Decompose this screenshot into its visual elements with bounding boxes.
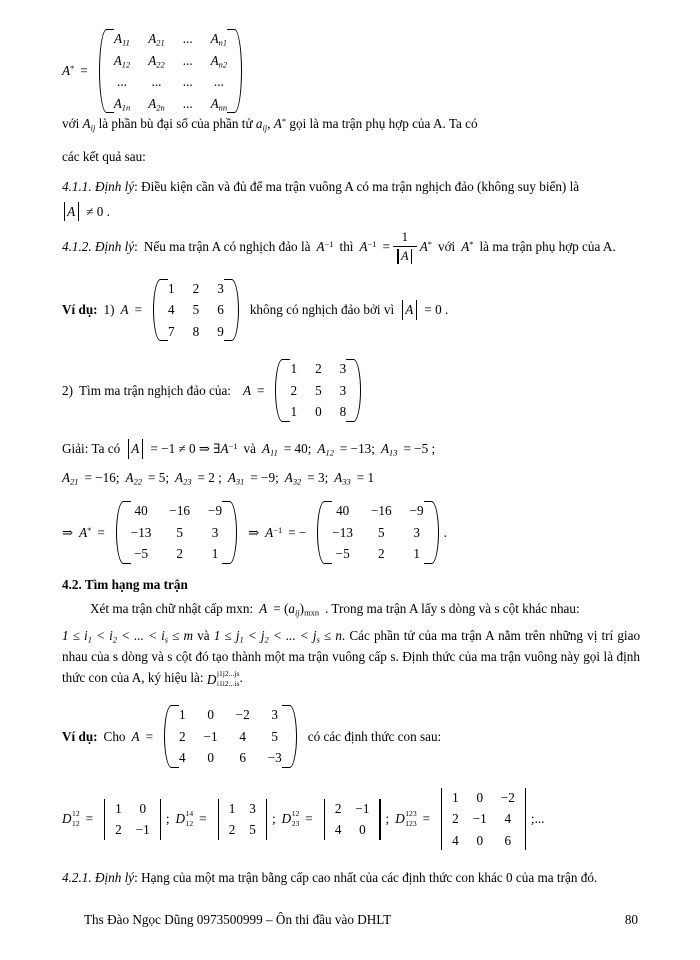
matrix-cell: 5 [315,382,322,398]
A-inverse-symbol-2: $A^{-1}$ [359,239,377,255]
matrix-cell: 3 [271,707,278,723]
theorem-411-number: 4.1.1. Định lý [62,179,135,195]
matrix-cell: −2 [500,789,515,805]
matrix-cell: 4 [239,728,246,744]
page-footer [84,912,638,928]
inverse-result-matrix [314,500,441,565]
adjugate-trailing-text: với $A_{ij}$ là phần bù đại số của phần tử $a_{ij}$, A* gọi là ma trận phụ hợp của A. Ta có [62,116,478,133]
cofactor-A21: $A_{21}$ [62,469,79,486]
example-3-matrix-table [170,704,291,769]
matrix-cell: −1 [135,822,150,838]
matrix-cell: 2 [290,382,298,398]
matrix-cell: 5 [249,822,256,838]
theorem-412-text-2: thì [339,239,354,255]
adjugate-matrix-block [62,28,640,134]
equals-minus: = − [288,524,307,540]
minor-1-determinant [101,798,164,841]
matrix-cell: 2 [315,361,322,377]
determinant-abs: A [62,202,80,222]
page-content [62,28,640,898]
minor-upper-index: 14 [185,809,194,819]
period: . [239,670,243,686]
matrix-cell: −5 [134,546,149,562]
example-3-text: Cho [103,728,126,744]
theorem-421 [62,867,640,888]
A-inverse-symbol: $A^{-1}$ [220,440,238,456]
theorem-411 [62,176,640,197]
index-inequality-2: $1 \le j_1 < j_2$ < ... < $j_s \le n$ [213,627,342,645]
cofactor-A12-value: = −13; [339,440,375,456]
minor-upper-index: j1j2...js [216,669,240,679]
det-bar-left [104,799,105,840]
matrix-cell: −2 [235,707,250,723]
table-row [122,543,231,565]
matrix-cell: 6 [217,302,224,318]
a-ij-entry: $a_{ij}$ [288,600,300,618]
theorem-421-number: 4.2.1. Định lý [62,870,135,886]
matrix-cell: 4 [168,302,175,318]
matrix-cell: 5 [271,728,278,744]
matrix-cell: 2 [176,546,184,562]
equals-sign: = [145,728,154,744]
A-star-symbol: A* [419,239,432,255]
matrix-cell: $A_{n1}$ [210,31,228,48]
separator: ; [165,811,170,827]
minor-lower-index: 12 [72,818,80,828]
table-row [105,71,236,93]
matrix-cell: −13 [332,524,353,540]
matrix-cell: −5 [335,546,350,562]
minors-row [62,787,640,852]
adjugate-matrix [96,28,245,114]
colon: : [134,239,138,255]
matrix-A-label: A [131,728,140,744]
matrix-cell: 1 [179,707,186,723]
det-bar-right [379,799,380,840]
A-star-symbol-2: A* [461,239,474,255]
minor-upper-index: 123 [405,809,417,819]
period: . [443,524,447,540]
matrix-cell: ... [213,74,224,90]
det-bar-right [160,799,161,840]
right-paren [231,500,240,565]
table-row [445,830,522,852]
table-row [159,278,233,300]
example-1-det-value: = 0 . [424,301,449,317]
solution-line-2 [62,468,640,488]
minor-3-symbol: D 12 23 [281,809,300,828]
cofactor-A11: $A_{11}$ [261,440,278,458]
cofactor-A33: $A_{33}$ [334,469,351,486]
table-row [445,787,522,809]
det-bar-left [441,788,442,851]
matrix-cell: 0 [476,789,484,805]
minor-upper-index: 12 [291,809,300,819]
example-2-matrix-table [281,358,355,423]
matrix-cell: ... [117,74,127,90]
matrix-cell: ... [182,52,193,68]
minor-1-table [108,798,157,841]
equals-sign: = [97,524,105,540]
matrix-cell: $A_{22}$ [148,52,165,69]
matrix-cell: 3 [339,361,347,377]
adjugate-matrix-table [105,28,236,114]
table-row [323,543,432,565]
matrix-cell: 2 [377,546,385,562]
separator: ;... [530,811,545,827]
section-42-heading: 4.2. Tìm hạng ma trận [62,576,188,592]
minor-lower-index: 12 [185,818,194,828]
matrix-cell: 5 [377,524,385,540]
minor-lower-index: 23 [291,818,300,828]
result-block [62,500,640,565]
solution-line-1 [62,439,640,459]
example-1-matrix-table [159,278,233,343]
matrix-cell: −16 [169,503,191,519]
cofactor-A12: $A_{12}$ [317,440,334,458]
equals-sign: = [85,811,94,827]
matrix-cell: 6 [504,832,512,848]
matrix-cell: $A_{12}$ [113,52,131,69]
example-3 [62,704,640,769]
page-number: 80 [624,912,638,927]
left-paren [314,500,323,565]
matrix-cell: 5 [192,302,200,318]
fraction-denominator [393,246,417,263]
matrix-cell: 2 [452,811,459,827]
cofactor-A22-value: = 5; [148,469,170,485]
matrix-cell: 0 [139,800,147,816]
example-1 [62,278,640,343]
table-row [170,726,291,748]
example-3-matrix [161,704,300,769]
equals-open-paren: = ( [273,600,289,616]
minor-3-determinant [321,798,384,841]
matrix-cell: ... [182,95,193,111]
example-2-number: 2) [62,382,73,398]
matrix-cell: −9 [409,503,424,519]
para-1-text-b: . Trong ma trận A lấy s dòng và s cột khác nhau: [325,600,580,616]
matrix-cell: ... [182,74,193,90]
table-row [122,500,231,522]
implies-arrow: ⇒ [62,524,74,540]
a-ij-symbol: $a_{ij}$ [255,116,268,133]
right-paren [355,358,364,423]
theorem-412-text-3: với [437,239,456,255]
matrix-cell: 0 [207,707,214,723]
minor-lower-index: i1i2...is [216,678,240,688]
table-row [323,522,432,544]
minor-D-symbol: D j1j2...js i1i2...is [206,669,240,688]
table-row [108,819,157,841]
matrix-cell: 1 [290,361,298,377]
matrix-cell: 1 [115,800,122,816]
example-3-text-after: có các định thức con sau: [307,728,442,744]
matrix-cell: −1 [355,800,370,816]
cofactor-A23: $A_{23}$ [175,469,192,486]
matrix-cell: 0 [207,750,214,766]
matrix-cell: $A_{1n}$ [113,95,131,112]
cofactor-A32: $A_{32}$ [284,469,302,486]
matrix-cell: 4 [504,811,512,827]
matrix-cell: $A_{n2}$ [210,52,228,69]
table-row [122,522,231,544]
table-row [281,401,355,423]
matrix-cell: 2 [115,822,122,838]
adjugate-lhs: A* [62,63,75,79]
matrix-cell: 2 [228,822,236,838]
matrix-cell: 1 [452,789,459,805]
equals-sign: = [422,811,431,827]
matrix-cell: −13 [130,524,152,540]
det-bar-right [525,788,526,851]
cofactor-A21-value: = −16; [84,469,120,485]
matrix-cell: 4 [452,832,459,848]
right-paren [291,704,300,769]
example-2-text: Tìm ma trận nghịch đảo của: [79,382,231,398]
matrix-cell: 1 [168,280,175,296]
matrix-cell: $A_{21}$ [148,31,165,48]
inverse-result-table [323,500,432,565]
one-over-det-fraction [393,230,417,263]
section-42-para-2: Các phần tử của ma trận A nằm trên những vị trí giao nhau của s dòng và s cột đó tạo thành một ma trận vuông cấp s. Định thức của ma trận vuông này gọi là định thức con của A, ký hiệu là: [62,627,641,686]
matrix-cell: 1 [413,546,420,562]
matrix-A-general: A [259,600,268,616]
table-row [159,321,233,343]
table-row [281,380,355,402]
table-row [222,798,263,820]
theorem-411-condition [62,202,640,222]
adjugate-result-matrix [113,500,240,565]
matrix-cell: 3 [211,524,219,540]
table-row [159,299,233,321]
equals-sign: = [80,63,88,79]
matrix-cell: 2 [179,728,186,744]
example-label: Ví dụ: [62,728,98,744]
table-row [328,798,377,820]
theorem-412 [62,230,640,263]
matrix-cell: 1 [290,404,298,420]
left-paren [272,358,281,423]
matrix-cell: 0 [315,404,322,420]
table-row [328,819,377,841]
matrix-cell: 1 [211,546,219,562]
A-ij-symbol: $A_{ij}$ [82,116,96,133]
example-1-matrix [150,278,242,343]
implies-arrow-2: ⇒ [248,524,260,540]
A-star-symbol: A* [79,524,92,540]
determinant-abs: A [126,439,144,459]
minor-upper-index: 12 [72,809,80,819]
det-bar-right [266,799,267,840]
cofactor-A23-value: = 2 ; [197,469,222,485]
matrix-cell: $A_{11}$ [114,31,130,48]
matrix-cell: 0 [476,832,484,848]
A-inverse-symbol: $A^{-1}$ [265,524,283,540]
table-row [105,50,236,72]
table-row [105,93,236,115]
matrix-cell: 40 [134,503,148,519]
para-1-text-a: Xét ma trận chữ nhật cấp mxn: [90,600,254,616]
cofactor-A33-value: = 1 [356,469,375,485]
left-paren [113,500,122,565]
cofactor-A13: $A_{13}$ [380,440,398,458]
matrix-cell: 8 [339,404,347,420]
cofactor-A31-value: = −9; [250,469,279,485]
cofactor-A22: $A_{22}$ [125,469,143,486]
solution-va: và [243,440,256,456]
left-paren [161,704,170,769]
equals-sign: = [134,301,143,317]
theorem-421-text: Hạng của một ma trận bằng cấp cao nhất của các định thức con khác 0 của ma trận đó. [141,870,598,886]
equals-sign: = [305,811,313,827]
matrix-cell: −16 [370,503,392,519]
theorem-411-text: Điều kiện cần và đủ để ma trận vuông A có ma trận nghịch đảo (không suy biến) là [141,179,580,195]
matrix-A-label: A [120,301,129,317]
table-row [445,808,522,830]
matrix-cell: $A_{nn}$ [210,95,228,112]
theorem-412-text-1: Nếu ma trận A có nghịch đảo là [143,239,311,255]
matrix-cell: ... [151,74,162,90]
minor-4-table [445,787,522,852]
minor-lower-index: 123 [405,818,417,828]
det-bar-left [218,799,219,840]
matrix-cell: 4 [179,750,186,766]
minor-2-determinant [215,798,270,841]
example-label: Ví dụ: [62,301,98,317]
left-paren [96,28,105,114]
minor-4-determinant [438,787,529,852]
theorem-412-text-4: là ma trận phụ hợp của A. [479,239,616,255]
matrix-cell: ... [182,31,193,46]
fraction-numerator: 1 [401,230,408,245]
matrix-cell: 5 [176,524,184,540]
table-row [170,704,291,726]
footer-author-text: Ths Đào Ngọc Dũng 0973500999 – Ôn thi đầu vào DHLT [84,912,392,927]
colon: : [134,870,138,886]
matrix-cell: 2 [334,800,342,816]
A-inverse-symbol: $A^{-1}$ [316,239,334,255]
matrix-cell: −3 [267,750,282,766]
equals-sign: = [199,811,207,827]
cofactor-A11-value: = 40; [283,440,312,456]
matrix-cell: 8 [192,323,200,339]
matrix-cell: 6 [239,750,246,766]
matrix-cell: 0 [359,822,366,838]
adjugate-result-table [122,500,231,565]
section-42-para-1 [90,599,640,619]
example-1-number: 1) [103,301,115,317]
solution-label: Giải [62,440,85,456]
table-row [170,747,291,769]
A-star-symbol: A* [273,116,287,132]
minor-3-table [328,798,377,841]
section-42-inequality: $1 \le i_1 < i_2$ < ... < $i_s \le m$ và $1 \le j_1 < j_2$ < ... < $j_s \le n$. Các phần tử của ma trận A nằm trên những vị trí giao nhau của s dòng và s cột đó tạo thành một ma trận vuông cấp s. Định thức của ma trận vuông này gọi là định thức con của A, ký hiệu là: D j1j2...js i1i2...is . [62,625,640,690]
theorem-412-number: 4.1.2. Định lý [62,239,135,255]
matrix-cell: −9 [208,503,223,519]
cofactor-A13-value: = −5 ; [403,440,436,456]
matrix-cell: $A_{2n}$ [148,95,165,112]
equals-sign: = [257,382,265,398]
matrix-cell: 4 [334,822,342,838]
right-paren [233,278,242,343]
minor-1-symbol: D 12 12 [62,809,80,828]
matrix-cell: 3 [217,280,224,296]
minor-2-symbol: D 14 12 [175,809,194,828]
table-row [108,798,157,820]
matrix-A-label: A [242,382,252,398]
determinant-abs: A [400,300,418,320]
solution-intro: : Ta có [84,440,121,456]
table-row [323,500,432,522]
matrix-cell: 1 [228,800,236,816]
matrix-cell: 3 [413,524,420,540]
det-bar-left [324,799,325,840]
separator: ; [271,811,276,827]
example-2 [62,358,640,423]
matrix-cell: −1 [472,811,487,827]
determinant-abs: A [396,249,414,264]
index-inequality: $1 \le i_1 < i_2$ < ... < $i_s \le m$ [62,627,194,645]
right-paren [236,28,245,114]
close-paren-mxn: )$_{mxn}$ [299,600,320,618]
minor-4-symbol: D 123 123 [395,809,417,828]
separator: ; [385,811,390,827]
matrix-cell: −1 [203,728,218,744]
matrix-cell: 40 [336,503,350,519]
example-1-text: không có nghịch đảo bởi vì [249,301,395,317]
matrix-cell: 2 [192,280,200,296]
cofactor-A31: $A_{31}$ [227,469,245,486]
line-ket-qua: các kết quả sau: [62,148,146,164]
cofactor-A32-value: = 3; [307,469,329,485]
table-row [105,28,236,50]
left-paren [150,278,159,343]
table-row [281,358,355,380]
condition-rest: ≠ 0 . [86,203,110,219]
matrix-cell: 3 [249,800,256,816]
table-row [222,819,263,841]
matrix-cell: 9 [217,323,224,339]
colon: : [134,179,138,195]
matrix-cell: 7 [168,323,175,339]
solution-det-eq: = −1 ≠ 0 ⇒ ∃ [150,440,221,456]
matrix-cell: 3 [339,382,347,398]
example-2-matrix [272,358,364,423]
right-paren [433,500,442,565]
equals-sign: = [382,239,390,255]
minor-2-table [222,798,263,841]
